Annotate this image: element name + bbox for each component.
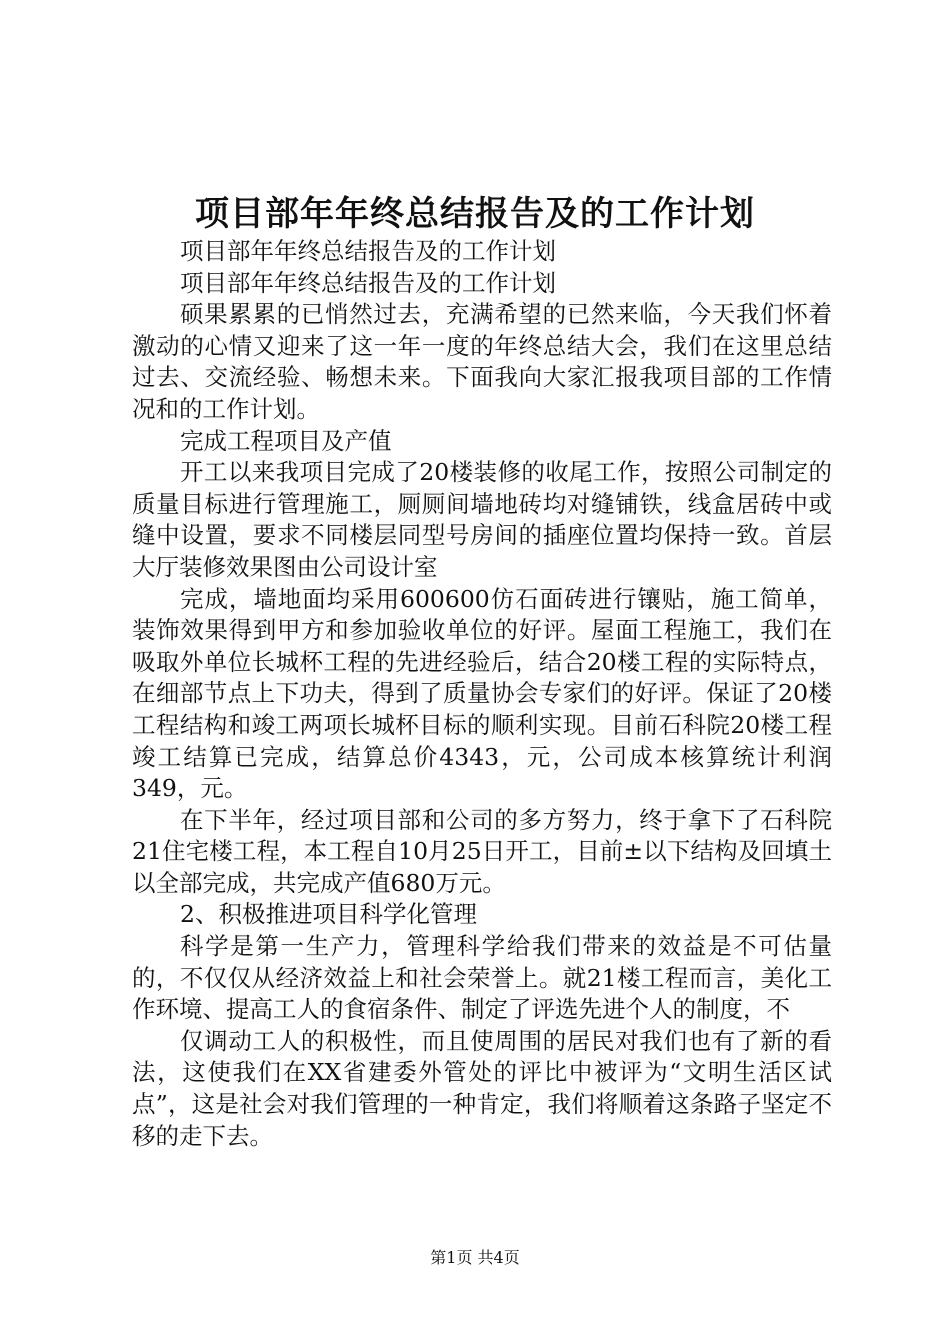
paragraph-decoration-work: 开工以来我项目完成了20楼装修的收尾工作，按照公司制定的质量目标进行管理施工，厕厕间墙地砖均对缝铺铁，线盒居砖中或缝中设置，要求不同楼层同型号房间的插座位置均保持一致。首层大厅装修效果图由公司设计室 [132,458,832,581]
section-heading-management: 2、积极推进项目科学化管理 [180,900,477,929]
document-title: 项目部年年终总结报告及的工作计划 [195,194,755,234]
intro-paragraph: 硕果累累的已悄然过去，充满希望的已然来临，今天我们怀着激动的心情又迎来了这一年一度的年终总结大会，我们在这里总结过去、交流经验、畅想未来。下面我向大家汇报我项目部的工作情况和的工作计划。 [132,300,832,423]
paragraph-science-management: 科学是第一生产力，管理科学给我们带来的效益是不可估量的，不仅仅从经济效益上和社会荣誉上。就21楼工程而言，美化工作环境、提高工人的食宿条件、制定了评选先进个人的制度，不 [132,932,832,1024]
subtitle-paragraph: 项目部年年终总结报告及的工作计划 [180,237,556,265]
paragraph-civilized-zone: 仅调动工人的积极性，而且使周围的居民对我们也有了新的看法，这使我们在XX省建委外管处的评比中被评为“文明生活区试点”，这是社会对我们管理的一种肯定，我们将顺着这条路子坚定不移的走下去。 [132,1026,832,1150]
subtitle-repeat-paragraph: 项目部年年终总结报告及的工作计划 [180,268,556,297]
paragraph-completion-results: 完成，墙地面均采用600600仿石面砖进行镶贴，施工简单，装饰效果得到甲方和参加验收单位的好评。屋面工程施工，我们在吸取外单位长城杯工程的先进经验后，结合20楼工程的实际特点，在细部节点上下功夫，得到了质量协会专家们的好评。保证了20楼工程结构和竣工两项长城杯目标的顺利实现。目前石科院20楼工程竣工结算已完成，结算总价4343，元，公司成本核算统计利润349，元。 [132,584,832,803]
page-footer: 第1页 共4页 [430,1248,520,1267]
paragraph-second-half: 在下半年，经过项目部和公司的多方努力，终于拿下了石科院21住宅楼工程，本工程自10月25日开工，目前±以下结构及回填土以全部完成，共完成产值680万元。 [132,805,832,897]
document-body [132,236,832,1152]
section-heading-output: 完成工程项目及产值 [180,426,392,455]
